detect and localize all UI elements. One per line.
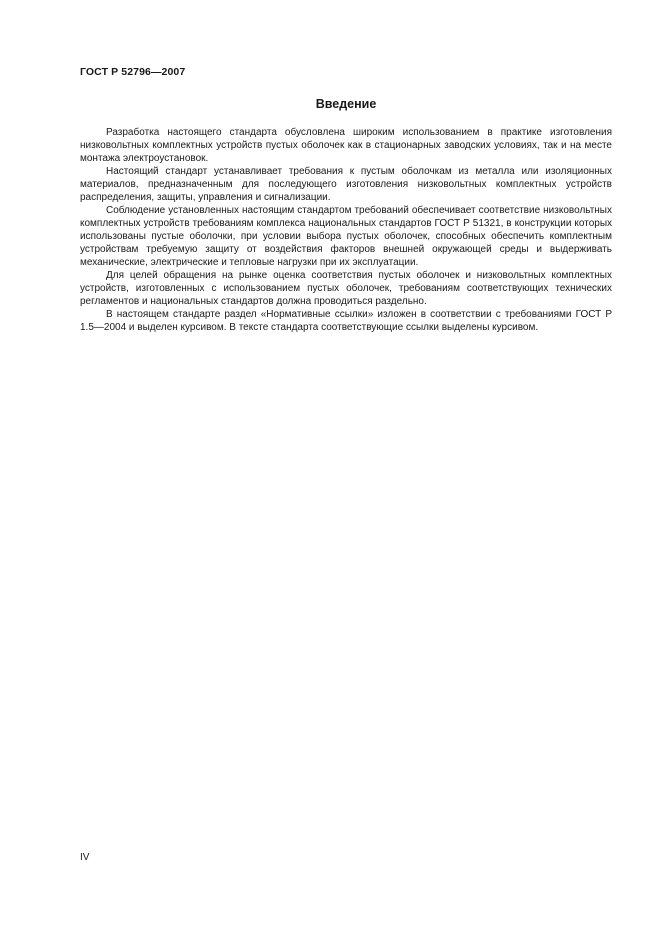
paragraph: Для целей обращения на рынке оценка соответствия пустых оболочек и низковольтных комплектных устройств, изготовленных с использованием пустых оболочек, требованиям соответствующих технических регламентов и национальных стандартов должна проводиться раздельно. [80,270,612,307]
paragraph: Соблюдение установленных настоящим стандартом требований обеспечивает соответствие низковольтных комплектных устройств требованиям комплекса национальных стандартов ГОСТ Р 51321, в конструкции которых использованы пустые оболочки, при условии выбора пустых оболочек, способных обеспечить комплектным устройствам требуемую защиту от воздействия факторов внешней окружающей среды и выдерживать механические, электрические и тепловые нагрузки при их эксплуатации. [80,205,612,268]
standard-code-header: ГОСТ Р 52796—2007 [80,66,186,78]
paragraph: Разработка настоящего стандарта обусловлена широким использованием в практике изготовления низковольтных комплектных устройств пустых оболочек как в стационарных заводских условиях, так и на месте монтажа электроустановок. [80,127,612,164]
page-number: IV [80,852,90,863]
paragraph: В настоящем стандарте раздел «Нормативные ссылки» изложен в соответствии с требованиями ГОСТ Р 1.5—2004 и выделен курсивом. В тексте стандарта соответствующие ссылки выделены курсивом. [80,309,612,333]
section-title: Введение [315,97,377,111]
paragraph: Настоящий стандарт устанавливает требования к пустым оболочкам из металла или изоляционных материалов, предназначенным для последующего изготовления низковольтных комплектных устройств распределения, защиты, управления и сигнализации. [80,166,612,203]
introduction-body [80,126,612,334]
